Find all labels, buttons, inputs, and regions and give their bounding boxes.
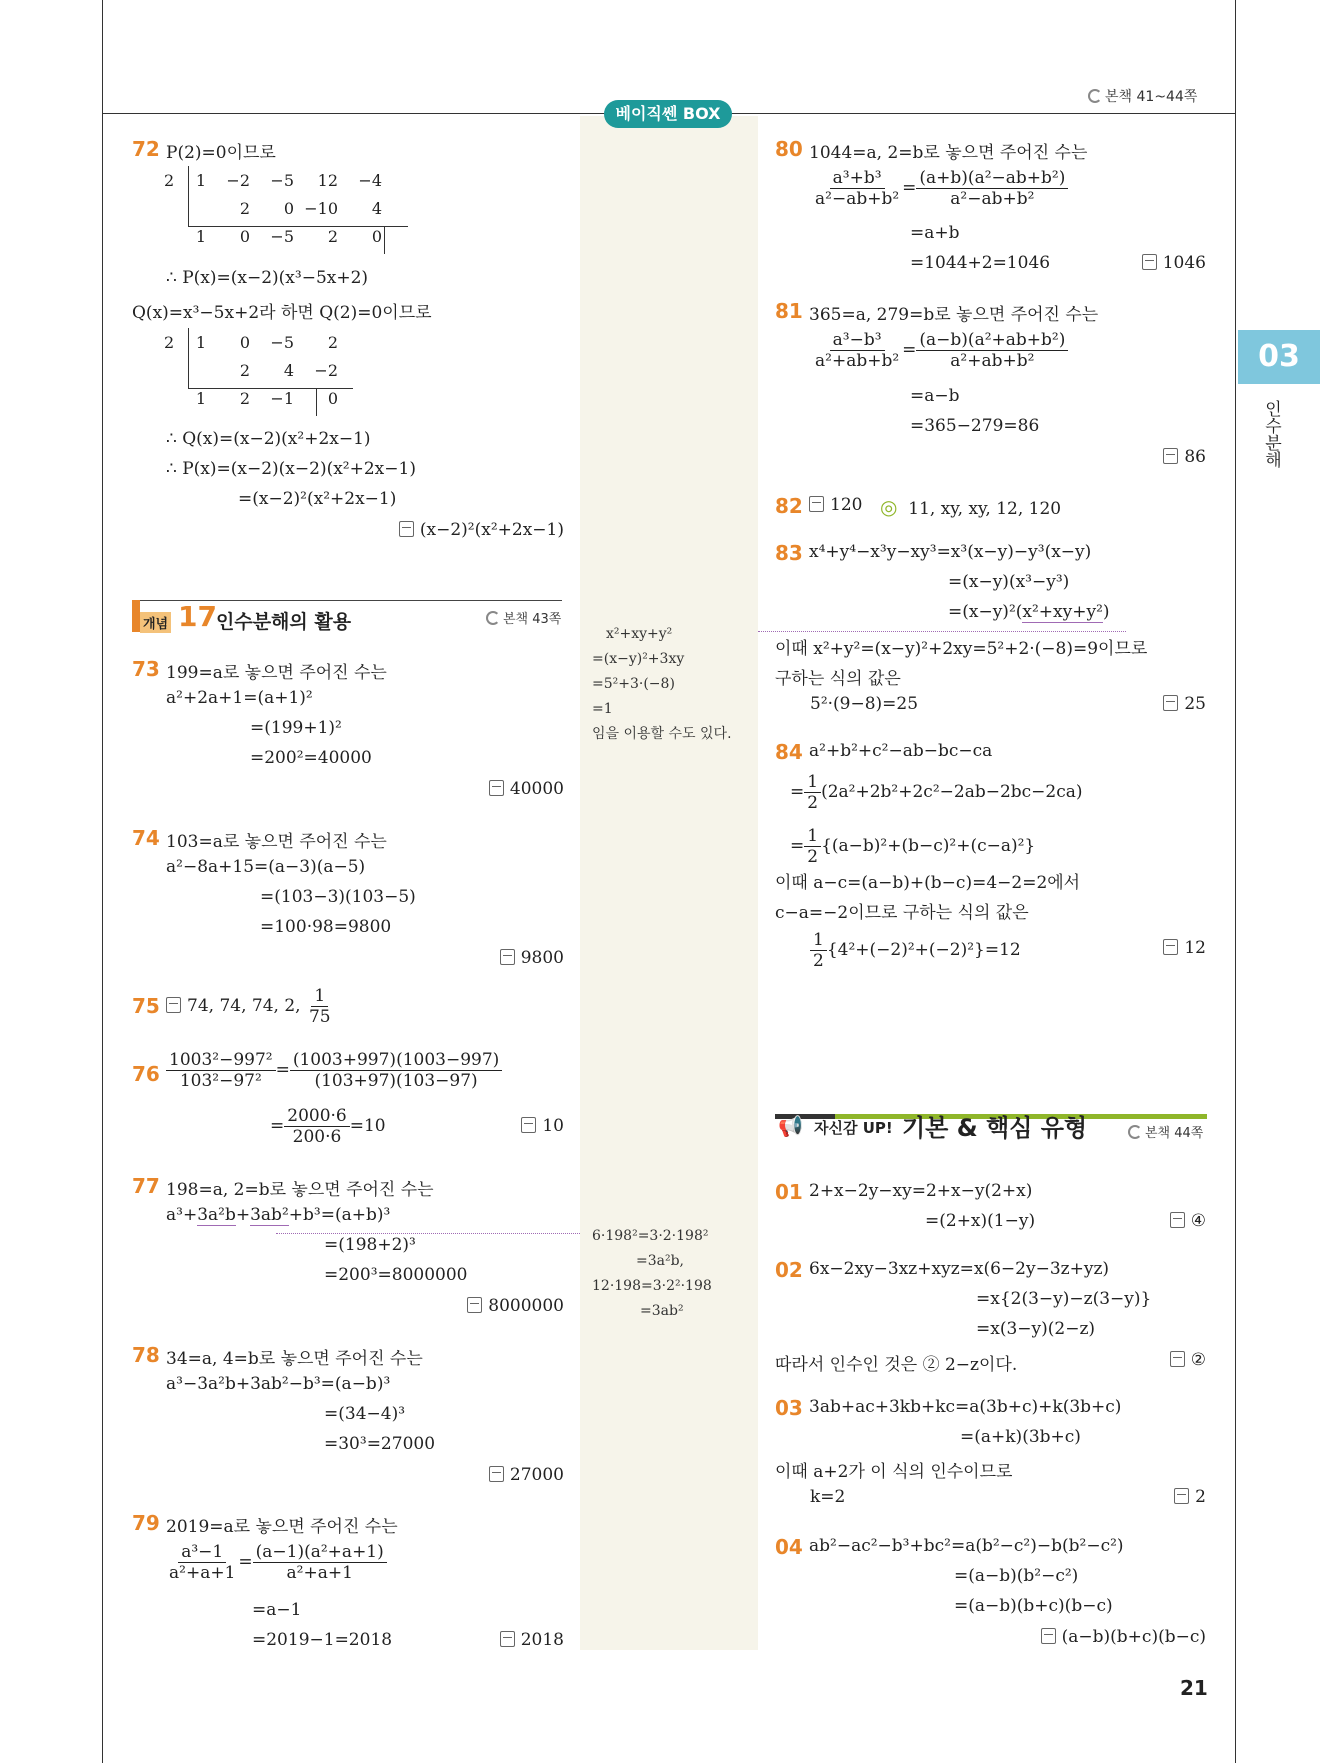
solution-line: =a−b — [910, 386, 960, 406]
division-cell: 2 — [327, 332, 338, 352]
answer-icon — [1170, 1351, 1185, 1367]
right-margin-line — [1235, 0, 1236, 1763]
answer-icon — [467, 1297, 482, 1313]
note-line: =(x−y)²+3xy — [592, 651, 685, 667]
solution-line: a³−3a²b+3ab²−b³=(a−b)³ — [166, 1374, 391, 1394]
answer-icon — [1142, 254, 1157, 270]
answer-icon — [166, 997, 181, 1013]
chapter-tab-label: 인수분해 — [1261, 400, 1281, 468]
answer-icon — [1170, 1212, 1185, 1228]
problem-number: 83 — [775, 541, 803, 565]
solution-line: =100·98=9800 — [260, 917, 392, 937]
division-cell: −5 — [270, 170, 294, 190]
solution-line: 이때 a−c=(a−b)+(b−c)=4−2=2에서 — [775, 873, 1081, 893]
solution-line: =x(3−y)(2−z) — [976, 1319, 1096, 1339]
answer-icon — [1041, 1628, 1056, 1644]
division-cell — [164, 384, 182, 412]
problem-number: 76 — [132, 1062, 160, 1086]
section-pre: 자신감 UP! — [814, 1119, 893, 1137]
division-row — [164, 356, 338, 384]
solution-line: $\frac{\text{a³−b³}}{\text{a²+ab+b²}}$ = $\frac{\text{(a−b)(a²+ab+b²)}}{\text{a²+ab+b²}}$ — [812, 330, 1068, 371]
answer: ④ — [1110, 1211, 1206, 1231]
target-icon: ◎ — [880, 495, 898, 519]
problem-number: 73 — [132, 657, 160, 681]
remainder-box — [316, 388, 317, 416]
solution-line: 365=a, 279=b로 놓으면 주어진 수는 — [809, 305, 1099, 325]
answer: 9800 — [400, 948, 564, 968]
section-tag: 개념 — [140, 612, 171, 633]
note-line: =3ab² — [640, 1303, 684, 1319]
solution-line: $\frac{\text{1003²−997²}}{\text{103²−97²}}$ = $\frac{(1003+997)(1003-997)}{(103+97)(103-97)}$ — [166, 1050, 502, 1091]
problem-number: 03 — [775, 1396, 803, 1420]
note-connector — [758, 631, 1126, 632]
division-cell: 2 — [239, 360, 250, 380]
solution-line: =(x−y)(x³−y³) — [948, 572, 1070, 592]
answer-icon — [521, 1117, 536, 1133]
section-page-ref: 본책 44쪽 — [1128, 1122, 1203, 1141]
answer: 25 — [1110, 694, 1206, 714]
section-number: 17 — [178, 600, 217, 633]
division-cell — [164, 194, 182, 222]
note-line: x²+xy+y² — [606, 626, 673, 642]
problem-number: 78 — [132, 1343, 160, 1367]
solution-line: 이때 a+2가 이 식의 인수이므로 — [775, 1462, 1013, 1482]
division-cell: −1 — [270, 388, 294, 408]
note-line: =1 — [592, 701, 613, 717]
solution-line: =(198+2)³ — [324, 1235, 416, 1255]
solution-line: =(34−4)³ — [324, 1404, 406, 1424]
division-cell: 2 — [239, 198, 250, 218]
book-ref-icon — [1088, 89, 1102, 103]
division-cell: 1 — [195, 170, 206, 190]
division-cell: 0 — [371, 226, 382, 246]
problem-number: 72 — [132, 137, 160, 161]
division-cell: −4 — [358, 170, 382, 190]
solution-line: 34=a, 4=b로 놓으면 주어진 수는 — [166, 1349, 423, 1369]
note-line: 임을 이용할 수도 있다. — [592, 726, 732, 742]
section-title: 기본 & 핵심 유형 — [902, 1114, 1088, 1142]
note-line: 12·198=3·2²·198 — [592, 1278, 712, 1294]
problem-number: 77 — [132, 1174, 160, 1198]
division-row — [164, 328, 338, 356]
solution-line: 따라서 인수인 것은 ② 2−z이다. — [775, 1355, 1018, 1375]
solution-line: a²−8a+15=(a−3)(a−5) — [166, 857, 366, 877]
note-line: =5²+3·(−8) — [592, 676, 675, 692]
solution-line: ∴ P(x)=(x−2)(x³−5x+2) — [166, 268, 369, 288]
division-cell: −5 — [270, 226, 294, 246]
solution-line: 6x−2xy−3xz+xyz=x(6−2y−3z+yz) — [809, 1259, 1110, 1279]
solution-line: 5²·(9−8)=25 — [810, 694, 919, 714]
division-bar — [188, 226, 408, 227]
division-cell — [182, 194, 206, 222]
solution-line: =2019−1=2018 — [252, 1630, 393, 1650]
division-cell: 4 — [371, 198, 382, 218]
answer-icon — [489, 780, 504, 796]
solution-line: = $\frac{1}{2}$ (2a²+2b²+2c²−2ab−2bc−2ca) — [790, 772, 1083, 813]
solution-line: 이때 x²+y²=(x−y)²+2xy=5²+2·(−8)=9이므로 — [775, 639, 1148, 659]
problem-number: 84 — [775, 740, 803, 764]
solution-line: ab²−ac²−b³+bc²=a(b²−c²)−b(b²−c²) — [809, 1536, 1124, 1556]
solution-line: a²+2a+1=(a+1)² — [166, 688, 313, 708]
division-cell: −2 — [314, 360, 338, 380]
answer: 2 — [1110, 1487, 1206, 1507]
section-page-ref: 본책 43쪽 — [486, 608, 561, 627]
problem-number: 82 — [775, 494, 803, 518]
answer-icon — [500, 949, 515, 965]
answer: ② — [1110, 1350, 1206, 1370]
division-cell: 1 — [195, 332, 206, 352]
solution-line: 1044=a, 2=b로 놓으면 주어진 수는 — [809, 143, 1088, 163]
solution-line: =(2+x)(1−y) — [925, 1211, 1036, 1231]
solution-line: =a+b — [910, 223, 960, 243]
answer: (x−2)²(x²+2x−1) — [370, 520, 564, 540]
problem-number: 01 — [775, 1180, 803, 1204]
division-cell: −2 — [226, 170, 250, 190]
solution-line: c−a=−2이므로 구하는 식의 값은 — [775, 903, 1029, 923]
answer-line: 120 — [809, 495, 862, 515]
answer-icon — [809, 496, 824, 512]
division-cell: 1 — [195, 226, 206, 246]
answer-icon — [1174, 1488, 1189, 1504]
problem-number: 80 — [775, 137, 803, 161]
answer-icon — [489, 1466, 504, 1482]
problem-number: 75 — [132, 994, 160, 1018]
note-line: 6·198²=3·2·198² — [592, 1228, 709, 1244]
basic-box-title: 베이직쎈 BOX — [604, 100, 732, 128]
division-cell: −5 — [270, 332, 294, 352]
solution-line: a²+b²+c²−ab−bc−ca — [809, 741, 993, 761]
solution-line: =(a−b)(b+c)(b−c) — [954, 1596, 1113, 1616]
book-ref-icon — [1128, 1125, 1142, 1139]
solution-line: $\frac{\text{a³−1}}{\text{a²+a+1}}$ = $\frac{\text{(a−1)(a²+a+1)}}{\text{a²+a+1}}$ — [166, 1542, 387, 1583]
solution-line: P(2)=0이므로 — [166, 143, 276, 163]
division-cell: 12 — [317, 170, 338, 190]
basic-box-column — [580, 116, 758, 1650]
solution-line: = $\frac{2000\cdot 6}{200\cdot 6}$ =10 — [270, 1106, 386, 1147]
header-page-ref: 본책 41~44쪽 — [1088, 86, 1197, 106]
problem-number: 04 — [775, 1535, 803, 1559]
solution-line: =365−279=86 — [910, 416, 1040, 436]
solution-line: =x{2(3−y)−z(3−y)} — [976, 1289, 1152, 1309]
answer-icon — [1163, 448, 1178, 464]
solution-line: ∴ P(x)=(x−2)(x−2)(x²+2x−1) — [166, 459, 416, 479]
solution-line: = $\frac{1}{2}$ {(a−b)²+(b−c)²+(c−a)²} — [790, 826, 1036, 867]
fraction: $\frac{1}{75}$ — [308, 986, 331, 1027]
left-margin-line — [102, 0, 103, 1763]
box-note-83 — [592, 622, 732, 747]
division-bar — [188, 328, 189, 388]
solution-line: =(a+k)(3b+c) — [960, 1427, 1081, 1447]
division-cell: 0 — [239, 332, 250, 352]
division-cell: 2 — [164, 170, 175, 190]
synthetic-division-2 — [164, 328, 338, 412]
answer: 1046 — [1110, 253, 1206, 273]
division-cell: 2 — [164, 332, 175, 352]
answer-line: 74, 74, 74, 2, $\frac{1}{75}$ — [166, 986, 334, 1027]
solution-line: =30³=27000 — [324, 1434, 436, 1454]
answer: 12 — [1110, 938, 1206, 958]
page-number: 21 — [1180, 1676, 1208, 1700]
answer: 2018 — [440, 1630, 564, 1650]
hint-line: ◎ 11, xy, xy, 12, 120 — [880, 495, 1062, 519]
remainder-box — [384, 226, 385, 254]
solution-line: 103=a로 놓으면 주어진 수는 — [166, 832, 387, 852]
answer-icon — [1163, 939, 1178, 955]
division-cell: 0 — [283, 198, 294, 218]
solution-line: Q(x)=x³−5x+2라 하면 Q(2)=0이므로 — [132, 303, 432, 323]
solution-line: =(x−2)²(x²+2x−1) — [238, 489, 397, 509]
problem-number: 74 — [132, 826, 160, 850]
division-cell — [164, 222, 182, 250]
solution-line: 구하는 식의 값은 — [775, 669, 901, 689]
solution-line: $\frac{\text{a³+b³}}{\text{a²−ab+b²}}$ = $\frac{\text{(a+b)(a²−ab+b²)}}{\text{a²−ab+b²}}$ — [812, 168, 1068, 209]
division-bar — [188, 388, 353, 389]
note-connector — [276, 1233, 580, 1234]
division-cell: 0 — [327, 388, 338, 408]
division-cell: 4 — [283, 360, 294, 380]
division-cell: 2 — [239, 388, 250, 408]
answer-icon — [1163, 695, 1178, 711]
answer: 8000000 — [400, 1296, 564, 1316]
solution-line: k=2 — [810, 1487, 846, 1507]
section-marker — [132, 600, 140, 632]
megaphone-icon: 📢 — [778, 1114, 803, 1138]
solution-line: $\frac{1}{2}$ {4²+(−2)²+(−2)²}=12 — [810, 930, 1021, 971]
division-row — [164, 194, 382, 222]
division-row — [164, 166, 382, 194]
division-cell: 2 — [327, 226, 338, 246]
solution-line: x⁴+y⁴−x³y−xy³=x³(x−y)−y³(x−y) — [809, 542, 1092, 562]
book-ref-icon — [486, 611, 500, 625]
solution-line: 2019=a로 놓으면 주어진 수는 — [166, 1517, 398, 1537]
solution-line: =(a−b)(b²−c²) — [954, 1566, 1079, 1586]
solution-line: 3ab+ac+3kb+kc=a(3b+c)+k(3b+c) — [809, 1397, 1122, 1417]
solution-line: =(x−y)²(x²+xy+y²) — [948, 602, 1110, 622]
answer: 86 — [1110, 447, 1206, 467]
solution-line: 199=a로 놓으면 주어진 수는 — [166, 663, 387, 683]
note-line: =3a²b, — [636, 1253, 685, 1269]
division-cell: 0 — [239, 226, 250, 246]
division-cell: 1 — [195, 388, 206, 408]
answer-icon — [399, 521, 414, 537]
answer-icon — [500, 1631, 515, 1647]
solution-line: =a−1 — [252, 1600, 302, 1620]
solution-line: =(199+1)² — [250, 718, 342, 738]
division-cell — [182, 356, 206, 384]
solution-line: ∴ Q(x)=(x−2)(x²+2x−1) — [166, 429, 371, 449]
problem-number: 02 — [775, 1258, 803, 1282]
problem-number: 81 — [775, 299, 803, 323]
answer: 40000 — [400, 779, 564, 799]
synthetic-division-1 — [164, 166, 382, 250]
division-cell: −10 — [304, 198, 338, 218]
answer: (a−b)(b+c)(b−c) — [980, 1627, 1206, 1647]
division-cell — [164, 356, 182, 384]
solution-line: =1044+2=1046 — [910, 253, 1051, 273]
answer: 10 — [480, 1116, 564, 1136]
solution-line: =200²=40000 — [250, 748, 372, 768]
solution-line: 198=a, 2=b로 놓으면 주어진 수는 — [166, 1180, 434, 1200]
division-bar — [188, 166, 189, 226]
solution-line: =(103−3)(103−5) — [260, 887, 416, 907]
box-note-77 — [592, 1224, 712, 1324]
solution-line: a³+3a²b+3ab²+b³=(a+b)³ — [166, 1205, 391, 1225]
solution-line: =200³=8000000 — [324, 1265, 468, 1285]
problem-number: 79 — [132, 1511, 160, 1535]
answer: 27000 — [400, 1465, 564, 1485]
section-title: 인수분해의 활용 — [216, 611, 352, 633]
solution-line: 2+x−2y−xy=2+x−y(2+x) — [809, 1181, 1033, 1201]
chapter-tab-number[interactable]: 03 — [1238, 330, 1320, 384]
